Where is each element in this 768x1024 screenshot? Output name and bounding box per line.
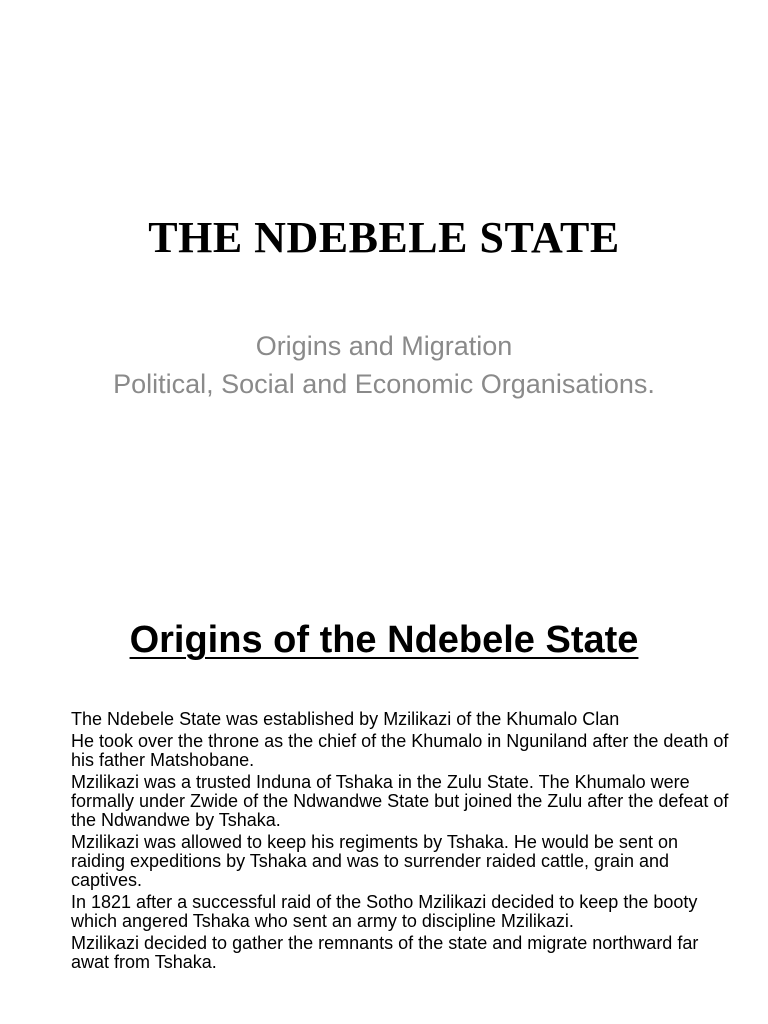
- subtitle-line-1: Origins and Migration: [255, 331, 513, 361]
- slide-title: THE NDEBELE STATE: [148, 213, 620, 262]
- paragraph-item: The Ndebele State was established by Mzilikazi of the Khumalo Clan: [71, 709, 620, 729]
- content-paragraph-list: [71, 710, 731, 975]
- content-slide-title: Origins of the Ndebele State: [129, 619, 639, 661]
- paragraph-item: In 1821 after a successful raid of the Sotho Mzilikazi decided to keep the booty which angered Tshaka who sent an army to discipline Mzilikazi.: [71, 892, 698, 931]
- paragraph-item: Mzilikazi was a trusted Induna of Tshaka in the Zulu State. The Khumalo were formally under Zwide of the Ndwandwe State but joined the Zulu after the defeat of the Ndwandwe by Tshaka.: [71, 772, 729, 830]
- subtitle-line-2: Political, Social and Economic Organisations.: [113, 369, 655, 399]
- paragraph-item: He took over the throne as the chief of the Khumalo in Nguniland after the death of his father Matshobane.: [71, 731, 729, 770]
- paragraph-item: Mzilikazi was allowed to keep his regiments by Tshaka. He would be sent on raiding expeditions by Tshaka and was to surrender raided cattle, grain and captives.: [71, 832, 678, 890]
- paragraph-item: Mzilikazi decided to gather the remnants of the state and migrate northward far awat from Tshaka.: [71, 933, 699, 972]
- content-slide: [0, 560, 768, 1024]
- slide-subtitle: [0, 326, 768, 401]
